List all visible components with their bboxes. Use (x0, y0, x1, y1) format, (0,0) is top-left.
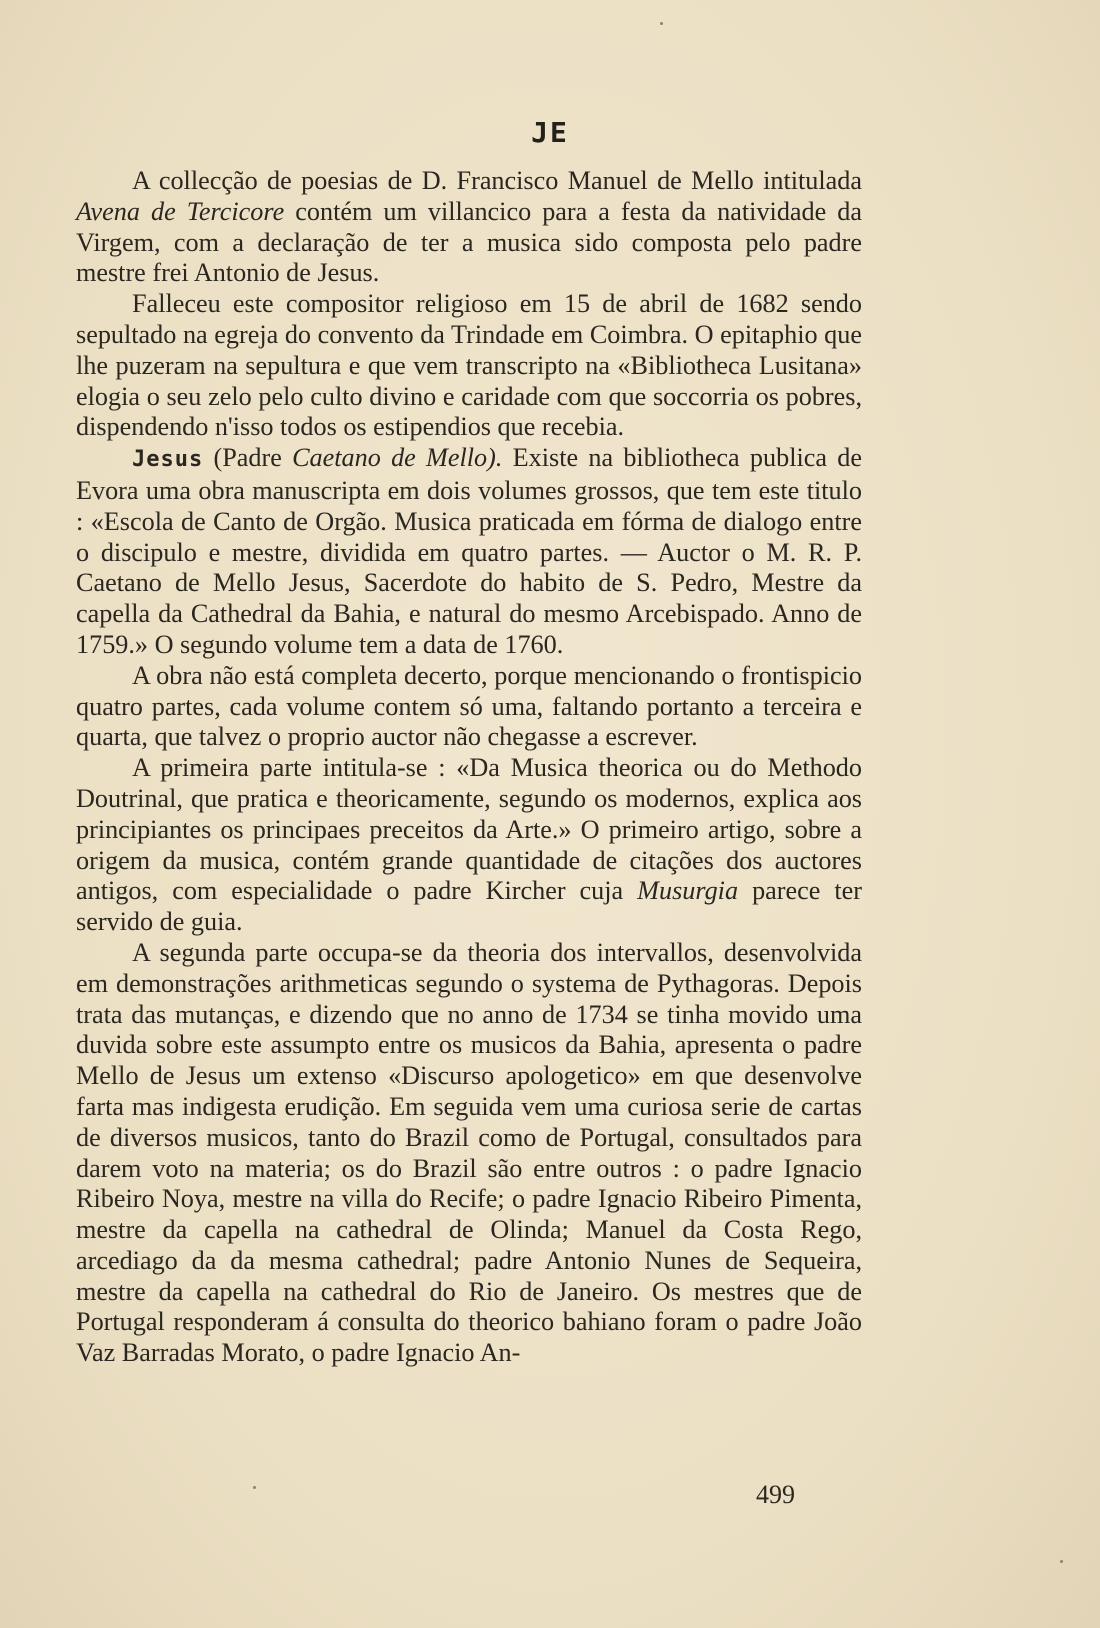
work-title: Avena de Tercicore (76, 196, 285, 226)
paper-speck (660, 22, 663, 25)
paragraph-text: contém um villancico para a festa da natividade da Virgem, com a declaração de ter a musica sido composta pelo padre mestre frei Antonio de Jesus. (76, 196, 863, 288)
paper-speck (1060, 1560, 1063, 1563)
paragraph-text: A obra não está completa decerto, porque mencionando o frontispicio quatro partes, cada volume contem só uma, faltando portanto a terceira e quarta, que talvez o proprio auctor não chegasse a escrever. (76, 660, 862, 752)
paragraph-text: A collecção de poesias de D. Francisco Manuel de Mello intitulada (132, 166, 862, 195)
paragraph-text: parece ter servido de guia. (76, 876, 862, 937)
page-number: 499 (756, 1480, 795, 1509)
entry-heading: Jesus (132, 447, 204, 473)
work-title: Musurgia (637, 876, 739, 906)
running-head: JE (531, 116, 569, 149)
entry-name: Caetano de Mello). (292, 443, 503, 473)
paragraph (76, 938, 862, 1369)
paragraph-text: Falleceu este compositor religioso em 15 de abril de 1682 sendo sepultado na egreja do convento da Trindade em Coimbra. O epitaphio que lhe puzeram na sepultura e que vem transcripto na «Bibliotheca Lusitana» elogia o seu zelo pelo culto divino e caridade com que soccorria os pobres, dispendendo n'isso todos os estipendios que recebia. (76, 289, 862, 442)
paragraph (76, 753, 862, 938)
body-text (76, 166, 862, 1369)
paragraph-text: A primeira parte intitula-se : «Da Musica theorica ou do Methodo Doutrinal, que pratica e theoricamente, segundo os modernos, explica aos principiantes os principaes preceitos da Arte.» O primeiro artigo, sobre a origem da musica, contém grande quantidade de citações dos auctores antigos, com especialidade o padre Kircher cuja (76, 753, 862, 906)
paragraph-text: A segunda parte occupa-se da theoria dos intervallos, desenvolvida em demonstrações arithmeticas segundo o systema de Pythagoras. Depois trata das mutanças, e dizendo que no anno de 1734 se tinha movido uma duvida sobre este assumpto entre os musicos da Bahia, apresenta o padre Mello de Jesus um extenso «Discurso apologetico» em que desenvolve farta mas indigesta erudição. Em seguida vem uma curiosa serie de cartas de diversos musicos, tanto do Brazil como de Portugal, consultados para darem voto na materia; os do Brazil são entre outros : o padre Ignacio Ribeiro Noya, mestre na villa do Recife; o padre Ignacio Ribeiro Pimenta, mestre da capella na cathedral de Olinda; Manuel da Costa Rego, arcediago da da mesma cathedral; padre Antonio Nunes de Sequeira, mestre da capella na cathedral do Rio de Janeiro. Os mestres que de Portugal responderam á consulta do theorico bahiano foram o padre João Vaz Barradas Morato, o padre Ignacio An- (76, 937, 862, 1368)
paragraph-text: (Padre (203, 443, 293, 473)
paragraph (76, 661, 862, 753)
paper-speck (253, 1486, 256, 1489)
paragraph-text: Existe na bibliotheca publica de Evora uma obra manuscripta em dois volumes grossos, que tem este titulo : «Escola de Canto de Orgão. Musica praticada em fórma de dialogo entre o discipulo e mestre, dividida em quatro partes. — Auctor o M. R. P. Caetano de Mello Jesus, Sacerdote do habito de S. Pedro, Mestre da capella da Cathedral da Bahia, e natural do mesmo Arcebispado. Anno de 1759.» O segundo volume tem a data de 1760. (76, 443, 862, 659)
paragraph (76, 166, 862, 289)
paragraph (76, 289, 862, 443)
entry-paragraph (76, 443, 862, 661)
